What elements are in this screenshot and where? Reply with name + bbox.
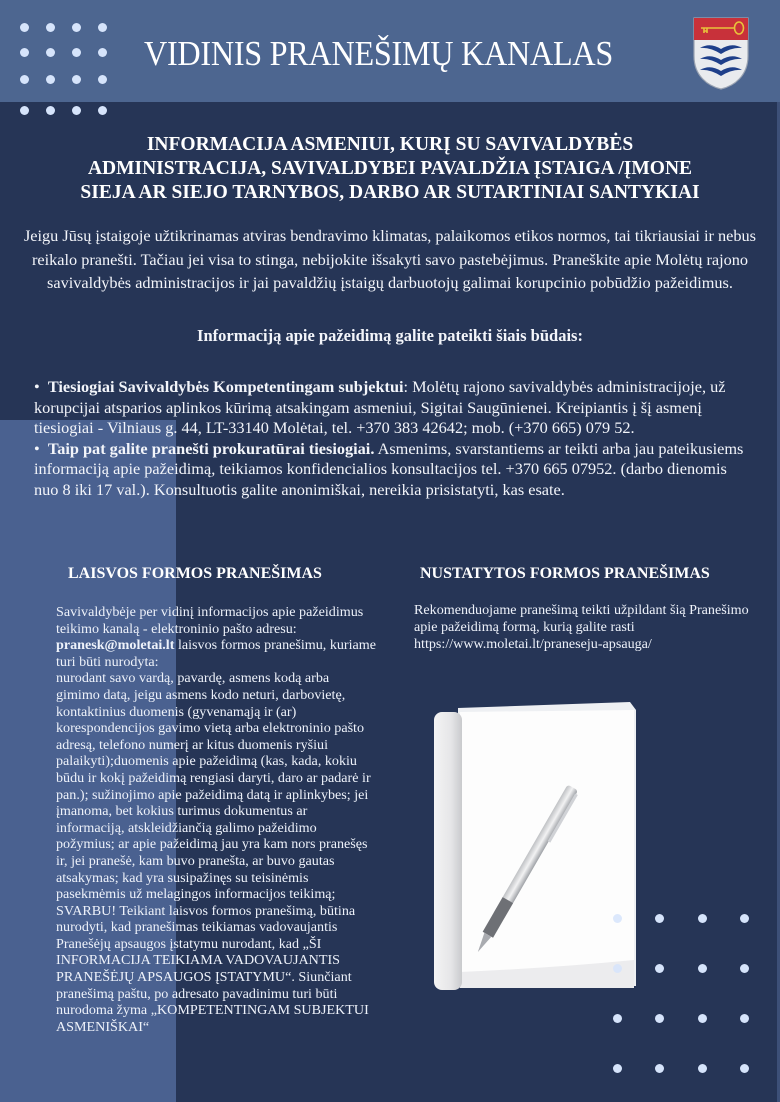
list-item [34, 439, 754, 501]
set-form-description: Rekomenduojame pranešimą teikti užpildant šią Pranešimo apie pažeidimą formą, kurią galite rasti [414, 602, 749, 635]
dot-icon [46, 106, 55, 115]
dot-icon [698, 964, 707, 973]
bullet-text: Asmenims, svarstantiems ar teikti arba jau pateikusiems informaciją apie pažeidimą, teikiamos konfidencialios konsultacijos tel. +370 665 07952. (darbo dienomis nuo 8 iki 17 val.). Konsultuotis galite anonimiškai, nereikia prisistatyti, kas esate. [34, 438, 744, 499]
dot-icon [655, 1064, 664, 1073]
free-form-report-heading: LAISVOS FORMOS PRANEŠIMAS [68, 565, 322, 582]
dot-icon [72, 106, 81, 115]
bullet-title: Taip pat galite pranešti prokuratūrai tiesiogiai. [47, 438, 375, 458]
dot-icon [46, 75, 55, 84]
dot-icon [20, 48, 29, 57]
dot-icon [98, 75, 107, 84]
dot-icon [98, 48, 107, 57]
dot-icon [20, 23, 29, 32]
free-form-intro: Savivaldybėje per vidinį informacijos apie pažeidimus teikimo kanalą - elektroninio pašto adresu: [56, 604, 364, 637]
free-form-report-text [56, 604, 376, 1035]
important-note: SVARBU! Teikiant laisvos formos pranešimą, būtina nurodyti, kad pranešimas teikiamas vadovaujantis Pranešėjų apsaugos įstatymu nurodant, kad „ŠI INFORMACIJA TEIKIAMA VADOVAUJANTIS PRANEŠĖJŲ APSAUGOS ĮSTATYMU“. Siunčiant pranešimą paštu, po adresato pavadinimu turi būti nurodoma žyma „KOMPETENTINGAM SUBJEKTUI ASMENIŠKAI“ [56, 902, 369, 1035]
dot-icon [613, 914, 622, 923]
dot-icon [740, 964, 749, 973]
dot-icon [20, 75, 29, 84]
dot-icon [98, 23, 107, 32]
bullet-text: : Molėtų rajono savivaldybės administracijoje, už korupcijai atsparios aplinkos kūrimą atsakingam asmeniui, Sigitai Saugūnienei. Kreipiantis į šį asmenį tiesiogiai - Vilniaus g. 44, LT-33140 Molėtai, tel. +370 383 42642; mob. (+370 665) 079 52. [34, 377, 726, 437]
dot-icon [46, 23, 55, 32]
form-link[interactable]: https://www.moletai.lt/praneseju-apsauga/ [414, 635, 652, 652]
set-form-report-heading: NUSTATYTOS FORMOS PRANEŠIMAS [420, 565, 710, 582]
dot-icon [698, 1064, 707, 1073]
email-link[interactable]: pranesk@moletai.lt [56, 637, 175, 654]
dot-icon [740, 914, 749, 923]
notebook-with-pen-icon [432, 702, 642, 994]
bullet: • [34, 438, 40, 458]
dot-icon [613, 1064, 622, 1073]
subheading: INFORMACIJA ASMENIUI, KURĮ SU SAVIVALDYBĖS ADMINISTRACIJA, SAVIVALDYBEI PAVALDŽIA ĮSTAIGA /ĮMONE SIEJA AR SIEJO TARNYBOS, DARBO AR SUTARTINIAI SANTYKIAI [80, 134, 700, 203]
free-form-intro-end: laisvos formos pranešimu, kuriame turi būti nurodyta: [56, 637, 377, 670]
ways-heading: Informaciją apie pažeidimą galite pateikti šiais būdais: [197, 326, 583, 345]
set-form-report-text [414, 602, 764, 652]
dot-icon [72, 48, 81, 57]
dot-icon [698, 1014, 707, 1023]
dot-icon [655, 964, 664, 973]
dot-icon [740, 1064, 749, 1073]
coat-of-arms-icon [692, 16, 750, 90]
dot-icon [698, 914, 707, 923]
page-title: VIDINIS PRANEŠIMŲ KANALAS [144, 34, 613, 73]
dot-icon [655, 914, 664, 923]
required-details: nurodant savo vardą, pavardę, asmens kodą arba gimimo datą, jeigu asmens kodo neturi, darbovietę, kontaktinius duomenis (gyvenamąją ir (ar) korespondencijos gavimo vietą arba elektroninio pašto adresą, telefono numerį ar kitus duomenis ryšiui palaikyti);duomenis apie pažeidimą (kas, kada, kokiu būdu ir kokį pažeidimą rengiasi daryti, daro ar padarė ir pan.); sužinojimo apie pažeidimą datą ir aplinkybes; jei įmanoma, bet kokius turimus dokumentus ar informaciją, atskleidžiančią galimo pažeidimo požymius; ar apie pažeidimą jau yra kam nors pranešęs ir, jei pranešė, kam buvo pranešta, ar buvo gautas atsakymas; kad yra susipažinęs su teisinėmis pasekmėmis už melagingos informacijos teikimą; [56, 670, 371, 903]
list-item [34, 377, 754, 439]
dot-icon [98, 106, 107, 115]
dot-icon [46, 48, 55, 57]
intro-paragraph: Jeigu Jūsų įstaigoje užtikrinamas atviras bendravimo klimatas, palaikomos etikos normos, tai tikriausiai ir nebus reikalo pranešti. Tačiau jei visa to stinga, nebijokite išsakyti savo pastebėjimus. Praneškite apie Molėtų rajono savivaldybės administracijos ir jai pavaldžių įstaigų darbuotojų galimai korupcinio pobūdžio pažeidimus. [23, 226, 757, 292]
dot-icon [72, 23, 81, 32]
bullet-title: Tiesiogiai Savivaldybės Kompetentingam subjektui [47, 377, 404, 396]
dot-icon [613, 964, 622, 973]
dot-icon [655, 1014, 664, 1023]
bullet: • [34, 377, 40, 396]
dot-icon [613, 1014, 622, 1023]
dot-icon [740, 1014, 749, 1023]
dot-icon [20, 106, 29, 115]
dot-icon [72, 75, 81, 84]
reporting-options-list [34, 377, 754, 500]
